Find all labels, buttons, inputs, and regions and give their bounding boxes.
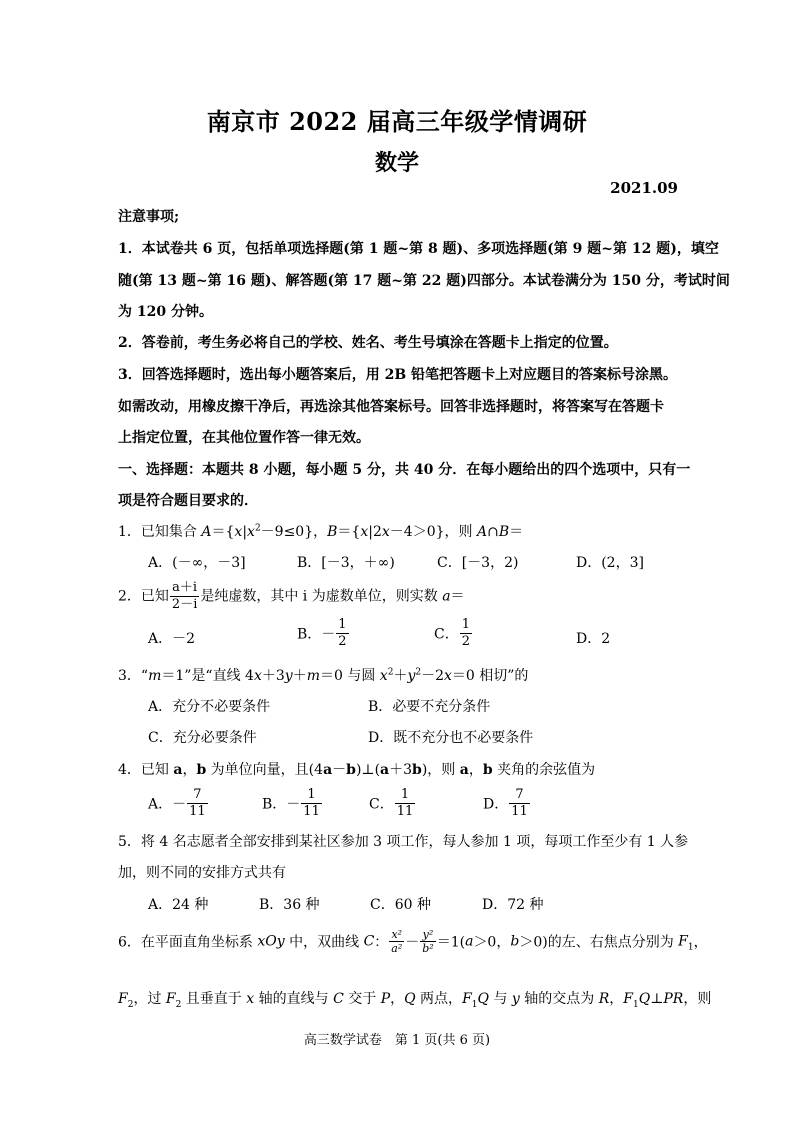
notice-item-1-line-1: 1．本试卷共 6 页，包括单项选择题(第 1 题~第 8 题)、多项选择题(第 9 题~第 12 题)，填空	[118, 241, 719, 257]
question-3: 3．“m＝1”是“直线 4x＋3y＋m＝0 与圆 $x^2+y^2-2x=0$ 相切”的	[118, 667, 529, 684]
q1-option-a: A．(－∞，－3]	[148, 555, 246, 571]
q2-fraction: $\frac{a+i}{2-i}$	[171, 580, 198, 612]
question-5-line-2: 加，则不同的安排方式共有	[118, 865, 286, 881]
notice-heading: 注意事项;	[118, 209, 180, 225]
notice-item-1-line-3: 为 120 分钟。	[118, 304, 213, 320]
question-6-line-1: 6．在平面直角坐标系 xOy 中，双曲线 C： $\frac{\text{x²}}{\text{a²}}$ － $\frac{\text{y²}}{\text{b²}}$ ＝1(a＞0，b＞0)的左、右焦点分别为 $F_1$，	[118, 928, 708, 955]
section-1-heading-line-1: 一、选择题：本题共 8 小题，每小题 5 分，共 40 分．在每小题给出的四个选项中，只有一	[118, 462, 691, 478]
q2-option-c: C． $\frac{1}{2}$	[434, 617, 470, 649]
q1-option-d: D．(2，3]	[576, 555, 644, 571]
q4-option-d: D． $\frac{7}{11}$	[483, 787, 528, 819]
q3-option-d: D．既不充分也不必要条件	[368, 730, 534, 746]
question-5-line-1: 5．将 4 名志愿者全部安排到某社区参加 3 项工作，每人参加 1 项，每项工作至少有 1 人参	[118, 834, 689, 850]
q3-option-a: A．充分不必要条件	[148, 699, 271, 715]
notice-item-3-line-3: 上指定位置，在其他位置作答一律无效。	[118, 430, 370, 446]
q1-option-c: C．[－3，2)	[437, 555, 519, 571]
q5-option-c: C．60 种	[370, 897, 431, 913]
q3-option-b: B．必要不充分条件	[368, 699, 491, 715]
notice-item-3-line-2: 如需改动，用橡皮擦干净后，再选涂其他答案标号。回答非选择题时，将答案写在答题卡	[118, 399, 664, 415]
page-title: 南京市 2022 届高三年级学情调研	[206, 107, 588, 136]
notice-item-3-line-1: 3．回答选择题时，选出每小题答案后，用 2B 铅笔把答题卡上对应题目的答案标号涂黑。	[118, 367, 678, 383]
q5-option-b: B．36 种	[259, 897, 320, 913]
q5-option-d: D．72 种	[482, 897, 544, 913]
question-6-line-2: $F_2$，过 $F_2$ 且垂直于 x 轴的直线与 C 交于 P，Q 两点，$F_1Q$ 与 y 轴的交点为 R，$F_1Q\perp PR$，则	[118, 991, 712, 1010]
q2-option-b: B．－ $\frac{1}{2}$	[297, 617, 347, 649]
q1-option-b: B．[－3，＋∞)	[297, 555, 395, 571]
question-4: 4．已知 a，b 为单位向量，且(4a－b)⊥(a＋3b)，则 a，b 夹角的余弦值为	[118, 762, 596, 778]
subject-title: 数学	[374, 150, 419, 176]
q4-option-a: A．－ $\frac{7}{11}$	[148, 787, 206, 819]
q2-option-d: D．2	[576, 631, 611, 647]
q2-option-a: A．－2	[148, 631, 196, 647]
q4-option-b: B．－ $\frac{1}{11}$	[262, 787, 320, 819]
exam-date: 2021.09	[610, 179, 678, 197]
page-footer: 高三数学试卷 第 1 页(共 6 页)	[303, 1033, 491, 1048]
notice-item-1-line-2: 随(第 13 题~第 16 题)、解答题(第 17 题~第 22 题)四部分。本试卷满分为 150 分，考试时间	[118, 273, 730, 289]
question-2: 2．已知 $\frac{a+i}{2-i}$ 是纯虚数，其中 i 为虚数单位，则实数 a＝	[118, 580, 465, 612]
q4-option-c: C． $\frac{1}{11}$	[369, 787, 414, 819]
question-1: 1．已知集合 $A=\{x|x^2-9\le 0\}$，B＝{x|2x－4＞0}，则 A∩B＝	[118, 523, 524, 540]
section-1-heading-line-2: 项是符合题目要求的．	[118, 493, 258, 509]
q5-option-a: A．24 种	[148, 897, 209, 913]
notice-item-2: 2．答卷前，考生务必将自己的学校、姓名、考生号填涂在答题卡上指定的位置。	[118, 335, 618, 351]
q3-option-c: C．充分必要条件	[148, 730, 257, 746]
